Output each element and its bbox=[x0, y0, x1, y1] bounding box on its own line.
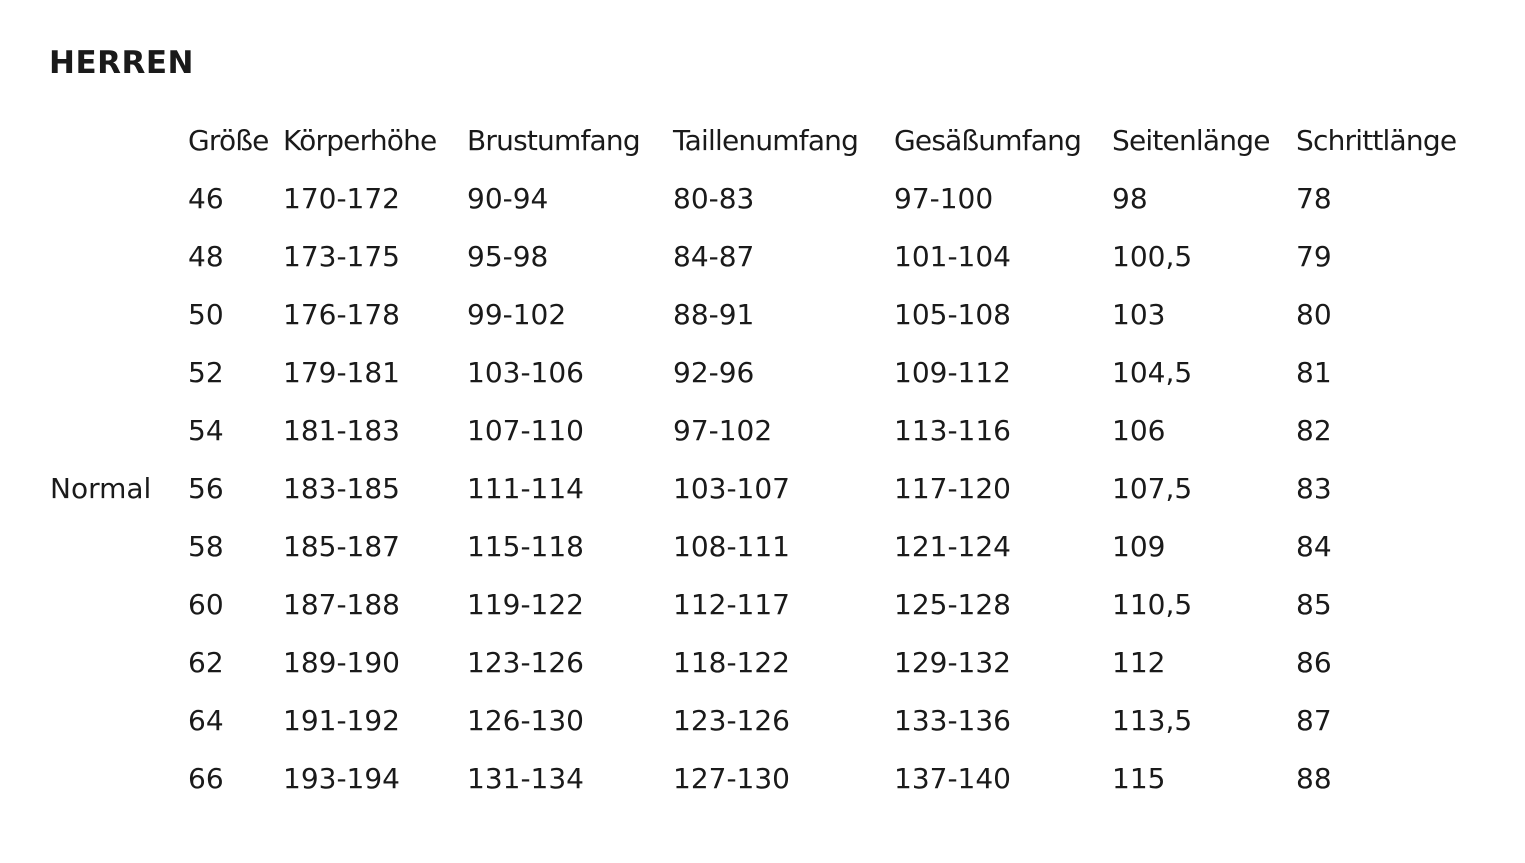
table-cell: 80 bbox=[1296, 298, 1332, 331]
header-schrittlaenge: Schrittlänge bbox=[1296, 124, 1457, 157]
table-cell: 83 bbox=[1296, 472, 1332, 505]
table-cell: 84-87 bbox=[673, 240, 755, 273]
table-cell: 82 bbox=[1296, 414, 1332, 447]
table-cell: 179-181 bbox=[283, 356, 400, 389]
table-cell: 100,5 bbox=[1112, 240, 1193, 273]
table-row bbox=[44, 518, 1487, 576]
table-cell: 108-111 bbox=[673, 530, 790, 563]
header-gesaessumfang: Gesäßumfang bbox=[894, 124, 1082, 157]
table-cell: 109-112 bbox=[894, 356, 1011, 389]
table-cell: 92-96 bbox=[673, 356, 755, 389]
group-header-cell bbox=[44, 112, 188, 170]
table-cell: 111-114 bbox=[467, 472, 584, 505]
table-cell: 191-192 bbox=[283, 704, 400, 737]
group-cell bbox=[44, 170, 188, 228]
table-cell: 119-122 bbox=[467, 588, 584, 621]
table-cell: 52 bbox=[188, 356, 224, 389]
group-cell bbox=[44, 344, 188, 402]
header-taillenumfang: Taillenumfang bbox=[673, 124, 859, 157]
table-cell: 54 bbox=[188, 414, 224, 447]
table-cell: 123-126 bbox=[467, 646, 584, 679]
table-cell: 101-104 bbox=[894, 240, 1011, 273]
table-cell: 109 bbox=[1112, 530, 1166, 563]
header-koerperhoehe: Körperhöhe bbox=[283, 124, 437, 157]
table-cell: 90-94 bbox=[467, 182, 549, 215]
table-cell: 48 bbox=[188, 240, 224, 273]
table-cell: 50 bbox=[188, 298, 224, 331]
table-row bbox=[44, 228, 1487, 286]
header-seitenlaenge: Seitenlänge bbox=[1112, 124, 1270, 157]
group-cell bbox=[44, 286, 188, 344]
table-cell: 181-183 bbox=[283, 414, 400, 447]
table-cell: 115 bbox=[1112, 762, 1166, 795]
page-title: HERREN bbox=[49, 45, 194, 81]
table-row bbox=[44, 402, 1487, 460]
table-cell: 97-100 bbox=[894, 182, 994, 215]
table-cell: 58 bbox=[188, 530, 224, 563]
table-cell: 99-102 bbox=[467, 298, 567, 331]
table-cell: 80-83 bbox=[673, 182, 755, 215]
table-cell: 107-110 bbox=[467, 414, 584, 447]
group-cell bbox=[44, 634, 188, 692]
table-cell: 123-126 bbox=[673, 704, 790, 737]
table-cell: 113,5 bbox=[1112, 704, 1193, 737]
table-cell: 110,5 bbox=[1112, 588, 1193, 621]
table-cell: 103-107 bbox=[673, 472, 790, 505]
table-header-row bbox=[44, 112, 1487, 170]
table-cell: 95-98 bbox=[467, 240, 549, 273]
table-cell: 98 bbox=[1112, 182, 1148, 215]
table-cell: 88 bbox=[1296, 762, 1332, 795]
group-cell bbox=[44, 518, 188, 576]
table-cell: 87 bbox=[1296, 704, 1332, 737]
table-cell: 115-118 bbox=[467, 530, 584, 563]
size-table bbox=[44, 112, 1487, 808]
table-cell: 97-102 bbox=[673, 414, 773, 447]
table-cell: 113-116 bbox=[894, 414, 1011, 447]
table-row bbox=[44, 692, 1487, 750]
group-cell bbox=[44, 692, 188, 750]
table-cell: 64 bbox=[188, 704, 224, 737]
table-row bbox=[44, 344, 1487, 402]
group-cell bbox=[44, 750, 188, 808]
table-cell: 193-194 bbox=[283, 762, 400, 795]
table-cell: 66 bbox=[188, 762, 224, 795]
group-cell bbox=[44, 576, 188, 634]
table-cell: 187-188 bbox=[283, 588, 400, 621]
table-cell: 118-122 bbox=[673, 646, 790, 679]
table-cell: 112-117 bbox=[673, 588, 790, 621]
table-cell: 121-124 bbox=[894, 530, 1011, 563]
table-body bbox=[44, 170, 1487, 808]
table-cell: 112 bbox=[1112, 646, 1166, 679]
table-cell: 176-178 bbox=[283, 298, 400, 331]
table-row bbox=[44, 634, 1487, 692]
table-row bbox=[44, 286, 1487, 344]
group-label: Normal bbox=[50, 472, 152, 505]
header-groesse: Größe bbox=[188, 124, 269, 157]
table-cell: 183-185 bbox=[283, 472, 400, 505]
table-cell: 133-136 bbox=[894, 704, 1011, 737]
table-cell: 131-134 bbox=[467, 762, 584, 795]
table-row bbox=[44, 576, 1487, 634]
table-cell: 126-130 bbox=[467, 704, 584, 737]
table-cell: 170-172 bbox=[283, 182, 400, 215]
table-cell: 106 bbox=[1112, 414, 1166, 447]
table-cell: 125-128 bbox=[894, 588, 1011, 621]
table-cell: 127-130 bbox=[673, 762, 790, 795]
group-cell bbox=[44, 228, 188, 286]
table-cell: 129-132 bbox=[894, 646, 1011, 679]
table-cell: 46 bbox=[188, 182, 224, 215]
table-cell: 105-108 bbox=[894, 298, 1011, 331]
table-cell: 62 bbox=[188, 646, 224, 679]
table-cell: 86 bbox=[1296, 646, 1332, 679]
table-cell: 103-106 bbox=[467, 356, 584, 389]
table-row bbox=[44, 460, 1487, 518]
group-cell bbox=[44, 402, 188, 460]
table-row bbox=[44, 170, 1487, 228]
table-cell: 88-91 bbox=[673, 298, 755, 331]
table-cell: 85 bbox=[1296, 588, 1332, 621]
table-cell: 79 bbox=[1296, 240, 1332, 273]
table-cell: 137-140 bbox=[894, 762, 1011, 795]
table-cell: 56 bbox=[188, 472, 224, 505]
table-row bbox=[44, 750, 1487, 808]
header-brustumfang: Brustumfang bbox=[467, 124, 640, 157]
table-cell: 60 bbox=[188, 588, 224, 621]
table-cell: 189-190 bbox=[283, 646, 400, 679]
table-cell: 81 bbox=[1296, 356, 1332, 389]
table-cell: 78 bbox=[1296, 182, 1332, 215]
table-cell: 103 bbox=[1112, 298, 1166, 331]
table-cell: 173-175 bbox=[283, 240, 400, 273]
table-cell: 117-120 bbox=[894, 472, 1011, 505]
table-cell: 107,5 bbox=[1112, 472, 1193, 505]
table-cell: 104,5 bbox=[1112, 356, 1193, 389]
table-cell: 185-187 bbox=[283, 530, 400, 563]
table-cell: 84 bbox=[1296, 530, 1332, 563]
